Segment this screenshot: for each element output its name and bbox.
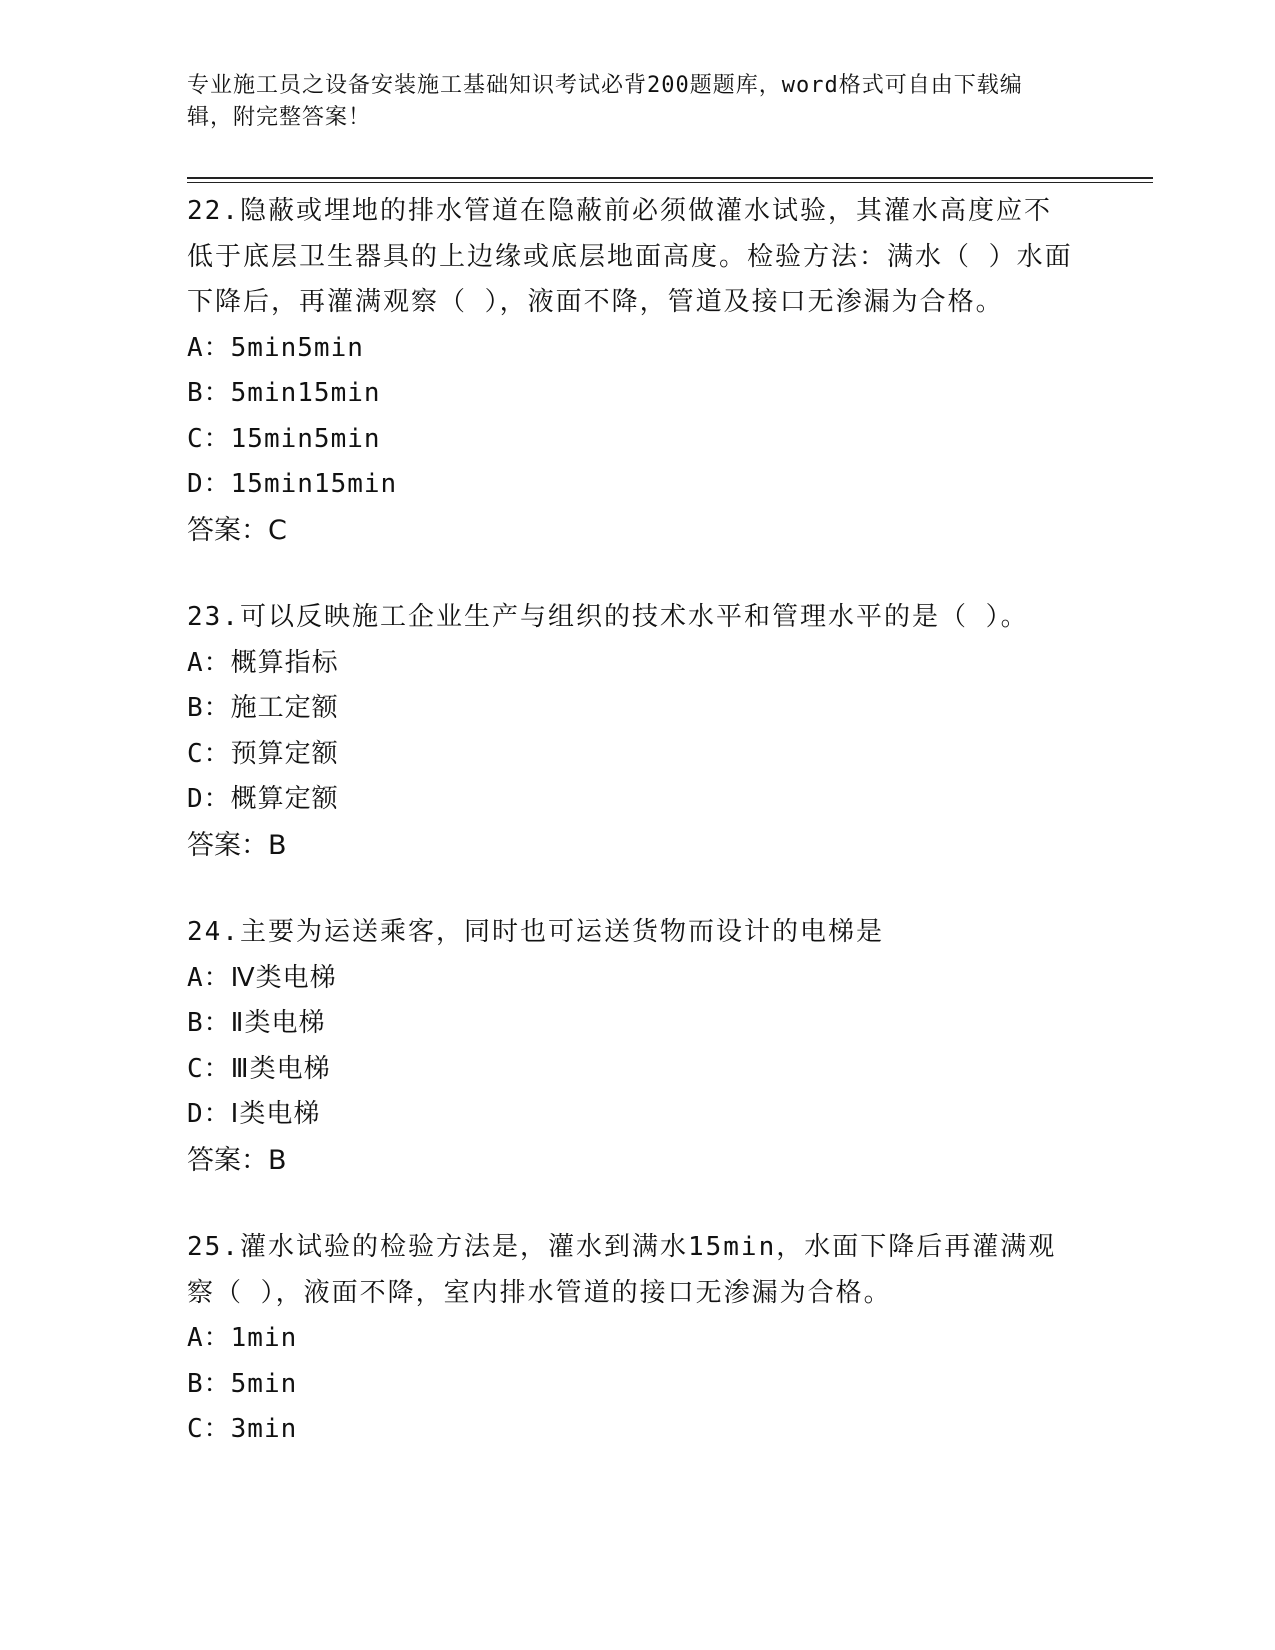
option-d: D：15min15min xyxy=(187,469,398,499)
question-22 xyxy=(187,189,1077,553)
option-b: B：施工定额 xyxy=(187,693,339,723)
option-a: A：Ⅳ类电梯 xyxy=(187,962,337,993)
question-stem: 23.可以反映施工企业生产与组织的技术水平和管理水平的是（ ）。 xyxy=(187,602,1029,632)
question-stem: 22.隐蔽或埋地的排水管道在隐蔽前必须做灌水试验，其灌水高度应不低于底层卫生器具的上边缘或底层地面高度。检验方法：满水（ ）水面下降后，再灌满观察（ ），液面不降，管道及接口无渗漏为合格。 xyxy=(187,196,1073,317)
header-divider-thick xyxy=(187,177,1153,179)
option-c: C：15min5min xyxy=(187,423,381,454)
question-stem: 24.主要为运送乘客，同时也可运送货物而设计的电梯是 xyxy=(187,917,884,947)
option-a: A：概算指标 xyxy=(187,647,339,678)
answer-label: 答案：B xyxy=(187,1144,287,1176)
option-b: B：5min15min xyxy=(187,378,381,408)
option-c: C：Ⅲ类电梯 xyxy=(187,1053,331,1084)
option-c: C：3min xyxy=(187,1414,298,1444)
header-divider-thin xyxy=(187,182,1153,183)
document-header xyxy=(187,70,1067,134)
answer-label: 答案：B xyxy=(187,829,287,861)
question-23 xyxy=(187,595,1077,868)
question-stem: 25.灌水试验的检验方法是，灌水到满水15min，水面下降后再灌满观察（ ），液面不降，室内排水管道的接口无渗漏为合格。 xyxy=(187,1232,1057,1308)
question-list xyxy=(187,189,1077,1495)
option-a: A：1min xyxy=(187,1323,298,1353)
option-d: D：概算定额 xyxy=(187,784,339,814)
answer-label: 答案：C xyxy=(187,514,287,546)
option-c: C：预算定额 xyxy=(187,738,339,769)
question-24 xyxy=(187,910,1077,1183)
option-b: B：Ⅱ类电梯 xyxy=(187,1008,326,1038)
question-25 xyxy=(187,1225,1077,1453)
option-a: A：5min5min xyxy=(187,332,364,363)
option-d: D：Ⅰ类电梯 xyxy=(187,1099,321,1129)
option-b: B：5min xyxy=(187,1368,298,1399)
header-text: 专业施工员之设备安装施工基础知识考试必背200题题库，word格式可自由下载编辑，附完整答案！ xyxy=(187,73,1023,130)
